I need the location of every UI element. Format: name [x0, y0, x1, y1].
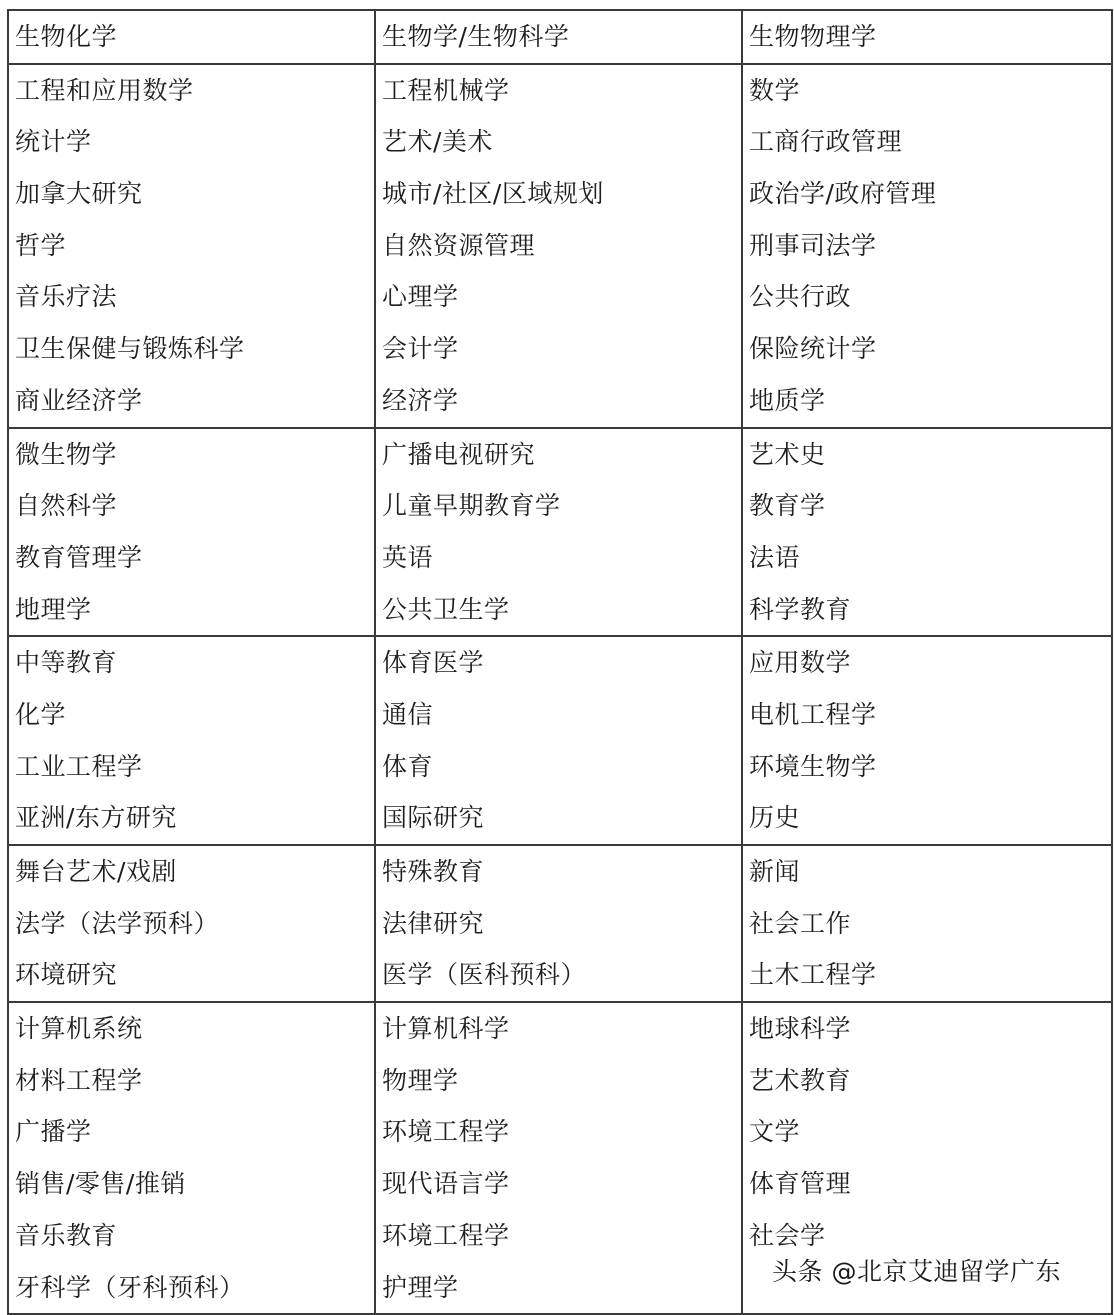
major-name: 特殊教育: [382, 857, 485, 886]
major-name: 教育学: [749, 491, 826, 521]
major-name: 法律研究: [382, 908, 485, 938]
major-name: 数学: [749, 75, 801, 105]
majors-table: [7, 9, 1113, 1315]
major-name: 广播电视研究: [382, 439, 536, 469]
major-name: 音乐教育: [15, 1220, 118, 1250]
table-cell: [8, 845, 375, 1002]
major-name: 广播学: [15, 1117, 92, 1147]
major-name: 法语: [749, 542, 801, 572]
table-row-group: [8, 428, 1112, 637]
major-name: 公共行政: [749, 282, 852, 312]
major-name: 科学教育: [749, 594, 852, 624]
major-name: 中等教育: [15, 648, 118, 678]
table-row-group: [8, 10, 1112, 64]
major-name: 现代语言学: [382, 1169, 510, 1199]
major-name: 通信: [382, 699, 434, 729]
major-name: 生物物理学: [749, 22, 877, 51]
table-cell: [742, 64, 1112, 428]
table-row-group: [8, 845, 1112, 1002]
major-name: 舞台艺术/戏剧: [15, 857, 177, 886]
major-name: 应用数学: [749, 648, 852, 678]
major-name: 国际研究: [382, 803, 485, 833]
major-name: 地球科学: [749, 1014, 852, 1044]
major-name: 体育: [382, 751, 434, 781]
major-name: 体育医学: [382, 648, 485, 678]
major-name: 环境生物学: [749, 751, 877, 781]
major-name: 环境工程学: [382, 1117, 510, 1147]
table-cell: [8, 64, 375, 428]
major-name: 材料工程学: [15, 1065, 143, 1095]
table-cell: [375, 10, 742, 64]
major-name: 环境研究: [15, 960, 118, 990]
major-name: 微生物学: [15, 439, 118, 469]
table-cell: [8, 10, 375, 64]
major-name: 城市/社区/区域规划: [382, 179, 604, 209]
major-name: 社会工作: [749, 908, 852, 938]
major-name: 工业工程学: [15, 751, 143, 781]
major-name: 历史: [749, 803, 801, 833]
major-name: 体育管理: [749, 1169, 852, 1199]
table-cell: [8, 636, 375, 845]
major-name: 医学（医科预科）: [382, 960, 587, 990]
major-name: 牙科学（牙科预科）: [15, 1272, 245, 1302]
major-name: 会计学: [382, 334, 459, 364]
major-name: 计算机系统: [15, 1014, 143, 1044]
major-name: 物理学: [382, 1065, 459, 1095]
major-name: 亚洲/东方研究: [15, 803, 177, 833]
table-cell: [375, 636, 742, 845]
table-cell: [8, 1002, 375, 1314]
watermark: 头条 @北京艾迪留学广东: [772, 1257, 1061, 1286]
major-name: 工程和应用数学: [15, 75, 194, 105]
table-cell: [742, 636, 1112, 845]
table-cell: [8, 428, 375, 637]
major-name: 自然资源管理: [382, 230, 536, 260]
major-name: 计算机科学: [382, 1014, 510, 1044]
major-name: 地质学: [749, 385, 826, 415]
major-name: 护理学: [382, 1272, 459, 1302]
major-name: 刑事司法学: [749, 230, 877, 260]
major-name: 生物化学: [15, 22, 118, 51]
major-name: 工程机械学: [382, 75, 510, 105]
major-name: 生物学/生物科学: [382, 22, 570, 51]
table-cell: [375, 1002, 742, 1314]
major-name: 商业经济学: [15, 385, 143, 415]
major-name: 环境工程学: [382, 1220, 510, 1250]
major-name: 化学: [15, 699, 67, 729]
table-cell: [742, 845, 1112, 1002]
table-cell: [742, 428, 1112, 637]
table-row-group: [8, 64, 1112, 428]
major-name: 加拿大研究: [15, 179, 143, 209]
table-cell: [375, 845, 742, 1002]
major-name: 工商行政管理: [749, 127, 903, 157]
table-row-group: [8, 636, 1112, 845]
major-name: 艺术/美术: [382, 127, 493, 157]
major-name: 新闻: [749, 857, 801, 886]
major-name: 艺术教育: [749, 1065, 852, 1095]
major-name: 心理学: [382, 282, 459, 312]
major-name: 艺术史: [749, 439, 826, 469]
major-name: 公共卫生学: [382, 594, 510, 624]
table-cell: [742, 10, 1112, 64]
major-name: 音乐疗法: [15, 282, 118, 312]
major-name: 文学: [749, 1117, 801, 1147]
major-name: 政治学/政府管理: [749, 179, 937, 209]
major-name: 社会学: [749, 1220, 826, 1250]
major-name: 教育管理学: [15, 542, 143, 572]
major-name: 哲学: [15, 230, 67, 260]
table-cell: [375, 64, 742, 428]
major-name: 保险统计学: [749, 334, 877, 364]
table-cell: [375, 428, 742, 637]
major-name: 地理学: [15, 594, 92, 624]
major-name: 统计学: [15, 127, 92, 157]
major-name: 自然科学: [15, 491, 118, 521]
major-name: 儿童早期教育学: [382, 491, 561, 521]
major-name: 销售/零售/推销: [15, 1169, 186, 1199]
major-name: 土木工程学: [749, 960, 877, 990]
major-name: 法学（法学预科）: [15, 908, 220, 938]
major-name: 经济学: [382, 385, 459, 415]
major-name: 电机工程学: [749, 699, 877, 729]
major-name: 英语: [382, 542, 434, 572]
major-name: 卫生保健与锻炼科学: [15, 334, 245, 364]
